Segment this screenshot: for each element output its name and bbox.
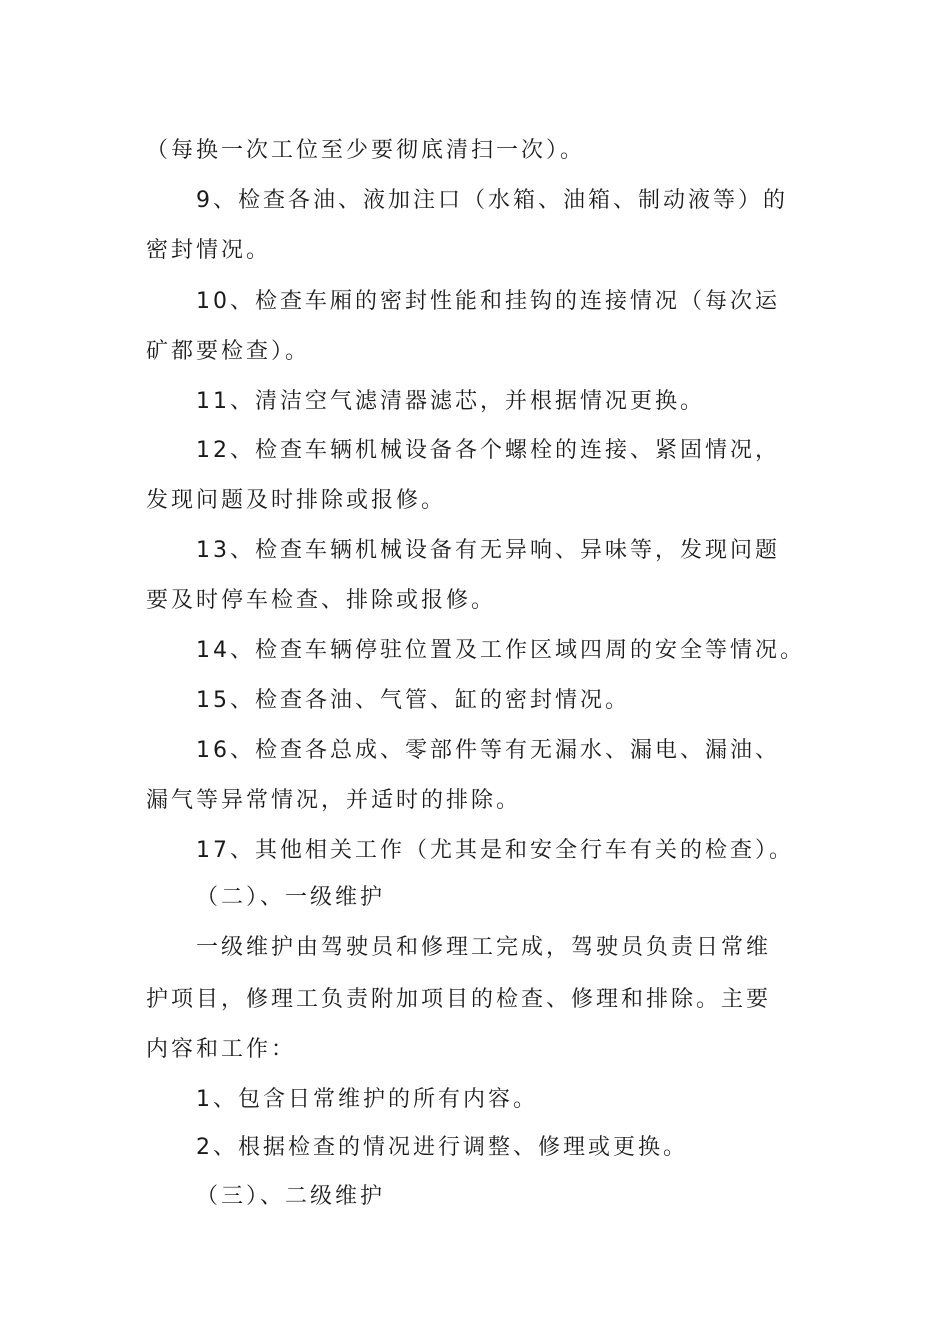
text-line: 1、包含日常维护的所有内容。 [196, 1087, 538, 1112]
text-line: 2、根据检查的情况进行调整、修理或更换。 [196, 1135, 688, 1160]
text-line: 发现问题及时排除或报修。 [146, 488, 447, 513]
text-line: 密封情况。 [146, 238, 272, 263]
text-line: 矿都要检查）。 [146, 339, 311, 364]
text-line: 12、检查车辆机械设备各个螺栓的连接、紧固情况， [196, 438, 780, 463]
text-line: （每换一次工位至少要彻底清扫一次）。 [146, 138, 586, 163]
text-line: 10、检查车厢的密封性能和挂钩的连接情况（每次运 [196, 289, 780, 314]
text-line: 一级维护由驾驶员和修理工完成，驾驶员负责日常维 [196, 935, 772, 960]
text-line: 护项目，修理工负责附加项目的检查、修理和排除。主要 [146, 987, 772, 1012]
text-line: 14、检查车辆停驻位置及工作区域四周的安全等情况。 [196, 638, 805, 663]
text-line: 11、清洁空气滤清器滤芯，并根据情况更换。 [196, 389, 705, 414]
section-heading: （二）、一级维护 [196, 885, 386, 910]
text-line: 16、检查各总成、零部件等有无漏水、漏电、漏油、 [196, 738, 780, 763]
text-line: 13、检查车辆机械设备有无异响、异味等，发现问题 [196, 538, 780, 563]
section-heading: （三）、二级维护 [196, 1184, 386, 1209]
text-line: 9、检查各油、液加注口（水箱、油箱、制动液等）的 [196, 188, 788, 213]
text-line: 漏气等异常情况，并适时的排除。 [146, 788, 522, 813]
text-line: 17、其他相关工作（尤其是和安全行车有关的检查）。 [196, 838, 794, 863]
text-line: 15、检查各油、气管、缸的密封情况。 [196, 688, 630, 713]
text-line: 要及时停车检查、排除或报修。 [146, 588, 497, 613]
text-line: 内容和工作： [146, 1037, 297, 1062]
